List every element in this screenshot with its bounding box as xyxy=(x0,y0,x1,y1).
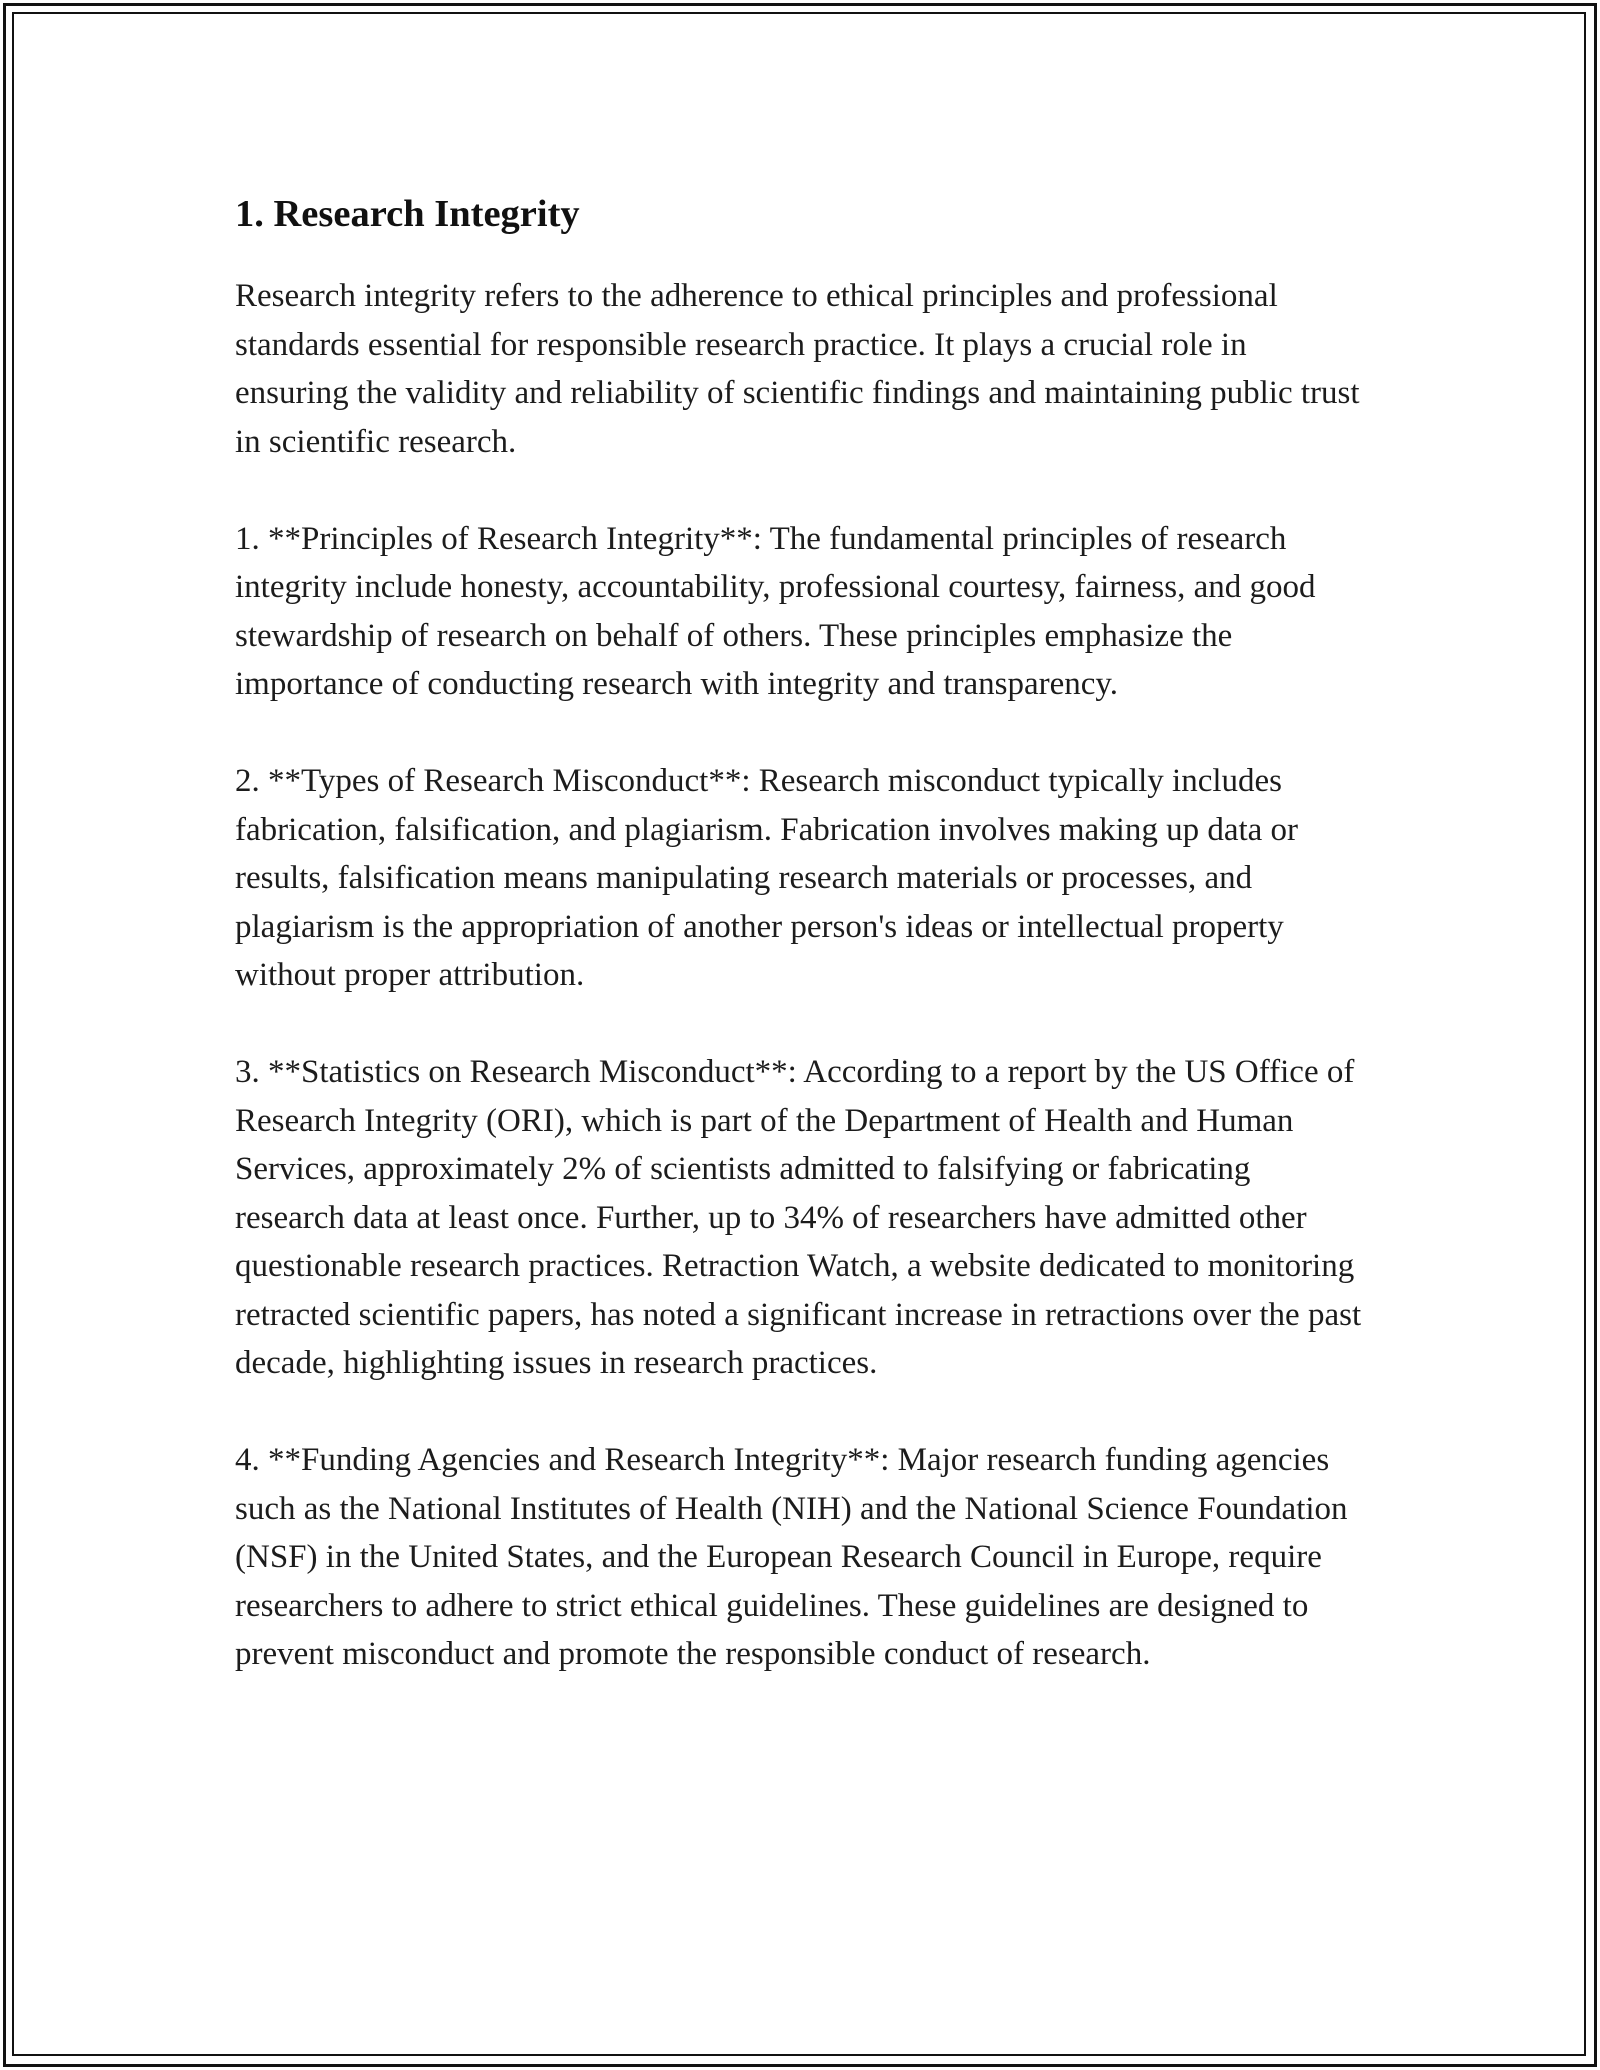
misconduct-statistics-paragraph: 3. **Statistics on Research Misconduct**: According to a report by the US Office of Research Integrity (ORI), which is part of the Department of Health and Human Services, approximately 2% of scientists admitted to falsifying or fabricating research data at least once. Further, up to 34% of researchers have admitted other questionable research practices. Retraction Watch, a website dedicated to monitoring retracted scientific papers, has noted a significant increase in retractions over the past decade, highlighting issues in research practices. xyxy=(235,1054,1362,1381)
principles-paragraph: 1. **Principles of Research Integrity**: The fundamental principles of research integrity include honesty, accountability, professional courtesy, fairness, and good stewardship of research on behalf of others. These principles emphasize the importance of conducting research with integrity and transparency. xyxy=(235,520,1316,702)
misconduct-types-paragraph: 2. **Types of Research Misconduct**: Research misconduct typically includes fabrication, falsification, and plagiarism. Fabrication involves making up data or results, falsification means manipulating research materials or processes, and plagiarism is the appropriation of another person's ideas or intellectual property without proper attribution. xyxy=(235,763,1299,993)
funding-agencies-paragraph: 4. **Funding Agencies and Research Integrity**: Major research funding agencies such as the National Institutes of Health (NIH) and the National Science Foundation (NSF) in the United States, and the European Research Council in Europe, require researchers to adhere to strict ethical guidelines. These guidelines are designed to prevent misconduct and promote the responsible conduct of research. xyxy=(235,1442,1348,1672)
intro-paragraph: Research integrity refers to the adherence to ethical principles and professional standards essential for responsible research practice. It plays a crucial role in ensuring the validity and reliability of scientific findings and maintaining public trust in scientific research. xyxy=(235,278,1360,460)
document-body xyxy=(235,186,1365,1727)
section-heading: 1. Research Integrity xyxy=(235,193,580,235)
